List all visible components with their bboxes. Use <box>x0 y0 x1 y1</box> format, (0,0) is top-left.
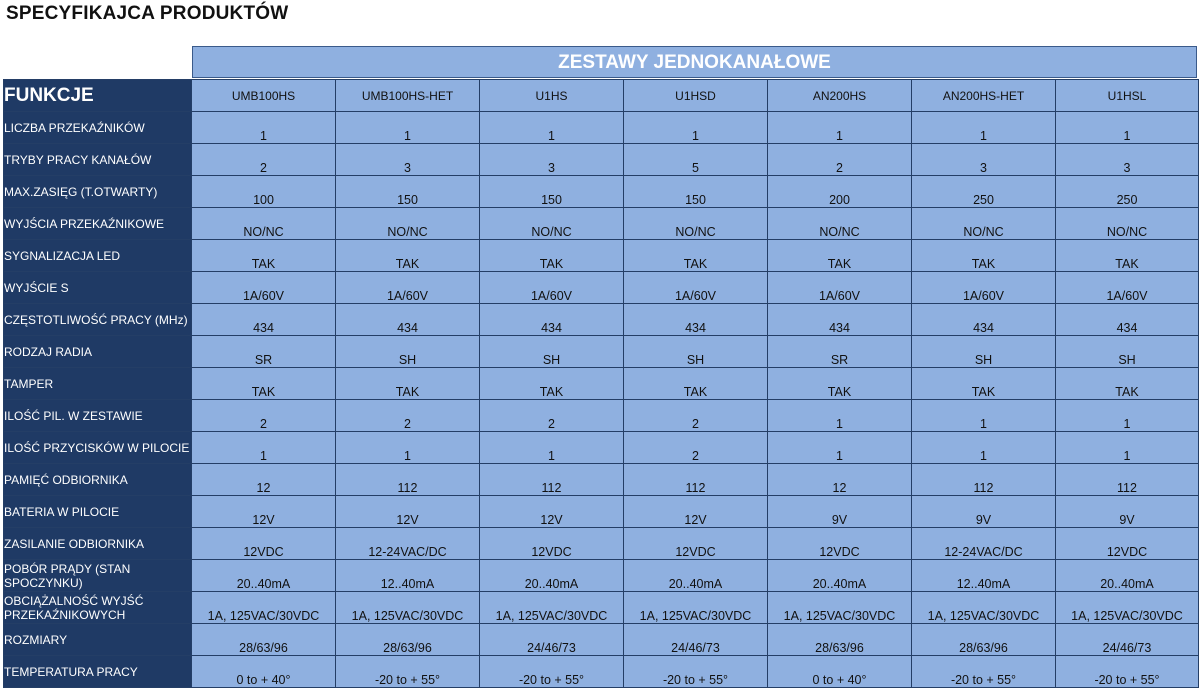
table-cell: 1 <box>768 400 912 432</box>
table-cell: 0 to + 40° <box>192 656 336 688</box>
table-row <box>4 368 1199 400</box>
table-cell: 2 <box>336 400 480 432</box>
row-label: CZĘSTOTLIWOŚĆ PRACY (MHz) <box>4 304 192 336</box>
row-label: TEMPERATURA PRACY <box>4 656 192 688</box>
table-cell: 1A/60V <box>1056 272 1199 304</box>
row-label: POBÓR PRĄDY (STAN SPOCZYNKU) <box>4 560 192 592</box>
table-cell: 2 <box>192 400 336 432</box>
table-cell: 1A/60V <box>624 272 768 304</box>
table-cell: 1A/60V <box>336 272 480 304</box>
table-cell: 434 <box>192 304 336 336</box>
table-cell: 250 <box>1056 176 1199 208</box>
table-cell: 434 <box>480 304 624 336</box>
table-cell: NO/NC <box>912 208 1056 240</box>
table-cell: 1 <box>192 432 336 464</box>
table-row <box>4 560 1199 592</box>
table-cell: 2 <box>624 400 768 432</box>
table-row <box>4 304 1199 336</box>
table-cell: 12V <box>336 496 480 528</box>
table-cell: 1 <box>912 112 1056 144</box>
table-cell: TAK <box>1056 240 1199 272</box>
table-cell: SH <box>912 336 1056 368</box>
functions-header: FUNKCJE <box>4 80 192 112</box>
table-cell: 3 <box>1056 144 1199 176</box>
table-cell: 1A, 125VAC/30VDC <box>1056 592 1199 624</box>
row-label: BATERIA W PILOCIE <box>4 496 192 528</box>
table-cell: 150 <box>336 176 480 208</box>
table-row <box>4 592 1199 624</box>
table-cell: 24/46/73 <box>624 624 768 656</box>
row-label: ILOŚĆ PIL. W ZESTAWIE <box>4 400 192 432</box>
table-cell: SH <box>1056 336 1199 368</box>
table-cell: 1 <box>336 112 480 144</box>
table-cell: 12VDC <box>1056 528 1199 560</box>
table-cell: 1A, 125VAC/30VDC <box>912 592 1056 624</box>
table-cell: 1 <box>1056 112 1199 144</box>
row-label: ZASILANIE ODBIORNIKA <box>4 528 192 560</box>
table-cell: 5 <box>624 144 768 176</box>
table-cell: 9V <box>768 496 912 528</box>
table-cell: 200 <box>768 176 912 208</box>
product-header: UMB100HS <box>192 80 336 112</box>
header-row <box>4 80 1199 112</box>
table-cell: 20..40mA <box>768 560 912 592</box>
table-cell: 20..40mA <box>1056 560 1199 592</box>
table-cell: 1 <box>624 112 768 144</box>
table-cell: 20..40mA <box>624 560 768 592</box>
page-title: SPECYFIKAJCA PRODUKTÓW <box>6 3 289 24</box>
table-cell: 12 <box>768 464 912 496</box>
spec-body <box>4 112 1199 688</box>
table-cell: TAK <box>336 240 480 272</box>
table-cell: TAK <box>1056 368 1199 400</box>
table-cell: SH <box>624 336 768 368</box>
table-cell: TAK <box>768 368 912 400</box>
table-cell: TAK <box>192 368 336 400</box>
group-header: ZESTAWY JEDNOKANAŁOWE <box>192 46 1197 78</box>
product-header: U1HS <box>480 80 624 112</box>
table-row <box>4 400 1199 432</box>
table-cell: 20..40mA <box>480 560 624 592</box>
table-row <box>4 528 1199 560</box>
table-cell: 1A/60V <box>192 272 336 304</box>
table-cell: 112 <box>336 464 480 496</box>
row-label: RODZAJ RADIA <box>4 336 192 368</box>
table-cell: 1 <box>1056 432 1199 464</box>
table-cell: 434 <box>912 304 1056 336</box>
table-cell: TAK <box>912 240 1056 272</box>
table-cell: 28/63/96 <box>192 624 336 656</box>
table-cell: 434 <box>336 304 480 336</box>
row-label: TRYBY PRACY KANAŁÓW <box>4 144 192 176</box>
table-cell: TAK <box>336 368 480 400</box>
table-row <box>4 144 1199 176</box>
table-cell: 1A/60V <box>912 272 1056 304</box>
row-label: ROZMIARY <box>4 624 192 656</box>
table-cell: 112 <box>480 464 624 496</box>
table-cell: 20..40mA <box>192 560 336 592</box>
table-cell: 1 <box>768 432 912 464</box>
table-cell: 28/63/96 <box>768 624 912 656</box>
table-cell: TAK <box>480 240 624 272</box>
table-cell: TAK <box>480 368 624 400</box>
table-cell: 2 <box>480 400 624 432</box>
table-cell: 12V <box>480 496 624 528</box>
table-row <box>4 336 1199 368</box>
table-cell: 112 <box>1056 464 1199 496</box>
table-cell: -20 to + 55° <box>480 656 624 688</box>
product-header: U1HSD <box>624 80 768 112</box>
table-cell: -20 to + 55° <box>624 656 768 688</box>
row-label: SYGNALIZACJA LED <box>4 240 192 272</box>
table-cell: 1 <box>912 400 1056 432</box>
table-cell: 1A, 125VAC/30VDC <box>768 592 912 624</box>
table-cell: SR <box>192 336 336 368</box>
row-label: WYJŚCIA PRZEKAŹNIKOWE <box>4 208 192 240</box>
row-label: TAMPER <box>4 368 192 400</box>
row-label: WYJŚCIE S <box>4 272 192 304</box>
table-cell: TAK <box>624 368 768 400</box>
product-header: U1HSL <box>1056 80 1199 112</box>
table-cell: 24/46/73 <box>1056 624 1199 656</box>
table-cell: 12 <box>192 464 336 496</box>
row-label: MAX.ZASIĘG (T.OTWARTY) <box>4 176 192 208</box>
table-cell: NO/NC <box>480 208 624 240</box>
table-cell: 28/63/96 <box>912 624 1056 656</box>
table-row <box>4 496 1199 528</box>
table-cell: 1 <box>912 432 1056 464</box>
table-cell: 1 <box>768 112 912 144</box>
table-cell: 2 <box>192 144 336 176</box>
table-cell: TAK <box>912 368 1056 400</box>
table-cell: 434 <box>768 304 912 336</box>
table-cell: 1 <box>336 432 480 464</box>
table-cell: 12V <box>192 496 336 528</box>
row-label: LICZBA PRZEKAŹNIKÓW <box>4 112 192 144</box>
table-row <box>4 112 1199 144</box>
table-row <box>4 208 1199 240</box>
table-cell: SH <box>480 336 624 368</box>
table-cell: 3 <box>480 144 624 176</box>
table-row <box>4 176 1199 208</box>
table-row <box>4 272 1199 304</box>
table-cell: 12..40mA <box>336 560 480 592</box>
table-cell: 434 <box>624 304 768 336</box>
table-cell: 112 <box>912 464 1056 496</box>
table-cell: 1 <box>480 112 624 144</box>
row-label: ILOŚĆ PRZYCISKÓW W PILOCIE <box>4 432 192 464</box>
row-label: PAMIĘĆ ODBIORNIKA <box>4 464 192 496</box>
table-cell: 250 <box>912 176 1056 208</box>
product-header: AN200HS-HET <box>912 80 1056 112</box>
table-cell: 12VDC <box>768 528 912 560</box>
table-cell: 1A/60V <box>768 272 912 304</box>
table-cell: -20 to + 55° <box>336 656 480 688</box>
table-cell: TAK <box>768 240 912 272</box>
table-cell: 3 <box>912 144 1056 176</box>
table-cell: 12VDC <box>192 528 336 560</box>
product-header: UMB100HS-HET <box>336 80 480 112</box>
table-cell: 2 <box>768 144 912 176</box>
table-cell: 1 <box>1056 400 1199 432</box>
table-cell: SH <box>336 336 480 368</box>
table-cell: NO/NC <box>624 208 768 240</box>
table-cell: 1A, 125VAC/30VDC <box>336 592 480 624</box>
table-cell: 3 <box>336 144 480 176</box>
table-cell: 12V <box>624 496 768 528</box>
table-cell: 112 <box>624 464 768 496</box>
table-cell: NO/NC <box>1056 208 1199 240</box>
table-cell: NO/NC <box>192 208 336 240</box>
table-row <box>4 656 1199 688</box>
table-row <box>4 240 1199 272</box>
table-cell: 0 to + 40° <box>768 656 912 688</box>
table-cell: 12-24VAC/DC <box>912 528 1056 560</box>
table-cell: 1A, 125VAC/30VDC <box>624 592 768 624</box>
table-cell: 1 <box>192 112 336 144</box>
table-cell: 12VDC <box>624 528 768 560</box>
table-cell: 100 <box>192 176 336 208</box>
table-cell: -20 to + 55° <box>912 656 1056 688</box>
table-cell: 12-24VAC/DC <box>336 528 480 560</box>
table-cell: 1A/60V <box>480 272 624 304</box>
table-row <box>4 624 1199 656</box>
table-cell: 150 <box>624 176 768 208</box>
table-cell: -20 to + 55° <box>1056 656 1199 688</box>
table-cell: 1 <box>480 432 624 464</box>
table-cell: 24/46/73 <box>480 624 624 656</box>
table-row <box>4 432 1199 464</box>
table-cell: SR <box>768 336 912 368</box>
table-cell: 2 <box>624 432 768 464</box>
table-cell: 28/63/96 <box>336 624 480 656</box>
table-cell: 12VDC <box>480 528 624 560</box>
table-cell: 1A, 125VAC/30VDC <box>192 592 336 624</box>
table-cell: NO/NC <box>768 208 912 240</box>
table-cell: TAK <box>192 240 336 272</box>
table-cell: 9V <box>912 496 1056 528</box>
table-cell: 434 <box>1056 304 1199 336</box>
spec-table <box>3 79 1199 688</box>
table-cell: 1A, 125VAC/30VDC <box>480 592 624 624</box>
table-cell: NO/NC <box>336 208 480 240</box>
row-label: OBCIĄŻALNOŚĆ WYJŚĆ PRZEKAŹNIKOWYCH <box>4 592 192 624</box>
table-cell: 9V <box>1056 496 1199 528</box>
table-cell: 12..40mA <box>912 560 1056 592</box>
table-cell: TAK <box>624 240 768 272</box>
table-row <box>4 464 1199 496</box>
product-header: AN200HS <box>768 80 912 112</box>
table-cell: 150 <box>480 176 624 208</box>
